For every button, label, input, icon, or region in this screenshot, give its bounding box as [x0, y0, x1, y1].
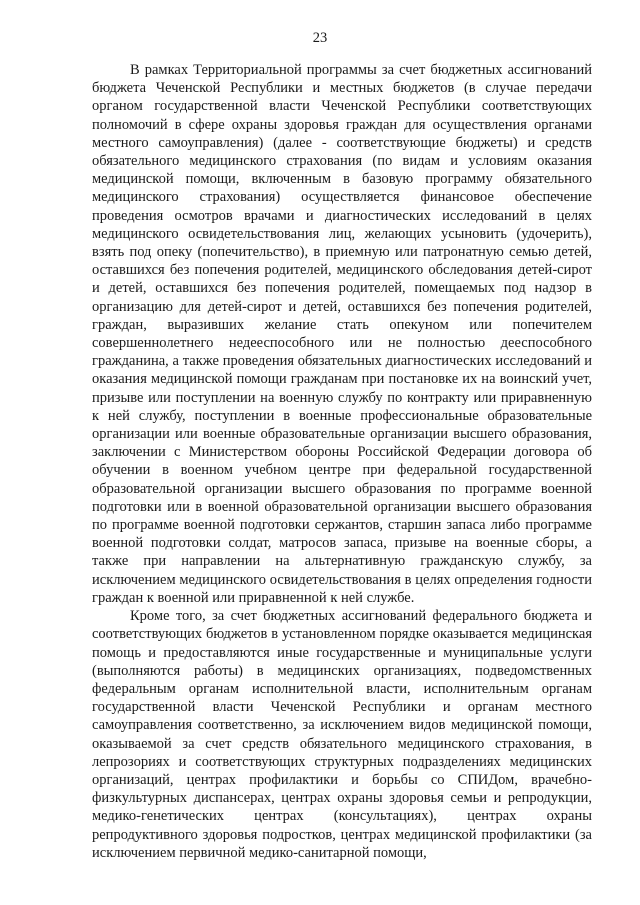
- paragraph-federal-budget: Кроме того, за счет бюджетных ассигнований федерального бюджета и соответствующих бюджетов в установленном порядке оказывается медицинская помощь и предоставляются иные государственные и муниципальные услуги (выполняются работы) в медицинских организациях, подведомственных федеральным органам исполнительной власти, исполнительным органам государственной власти Чеченской Республики и органам местного самоуправления соответственно, за исключением видов медицинской помощи, оказываемой за счет средств обязательного медицинского страхования, в лепрозориях и соответствующих структурных подразделениях медицинских организаций, центрах профилактики и борьбы со СПИДом, врачебно-физкультурных диспансерах, центрах охраны здоровья семьи и репродукции, медико-генетических центрах (консультациях), центрах охраны репродуктивного здоровья подростков, центрах медицинской профилактики (за исключением первичной медико-санитарной помощи,: [92, 608, 592, 861]
- paragraph-territorial-program: В рамках Территориальной программы за счет бюджетных ассигнований бюджета Чеченской Республики и местных бюджетов (в случае передачи органом государственной власти Чеченской Республики соответствующих полномочий в сфере охраны здоровья граждан для осуществления органами местного самоуправления) (далее - соответствующие бюджеты) и средств обязательного медицинского страхования (по видам и условиям оказания медицинской помощи, включенным в базовую программу обязательного медицинского страхования) осуществляется финансовое обеспечение проведения осмотров врачами и диагностических исследований в целях медицинского освидетельствования лиц, желающих усыновить (удочерить), взять под опеку (попечительство), в приемную или патронатную семью детей, оставшихся без попечения родителей, медицинского обследования детей-сирот и детей, оставшихся без попечения родителей, помещаемых под надзор в организацию для детей-сирот и детей, оставшихся без попечения родителей, граждан, выразивших желание стать опекуном или попечителем совершеннолетнего недееспособного или не полностью дееспособного гражданина, а также проведения обязательных диагностических исследований и оказания медицинской помощи гражданам при постановке их на воинский учет, призыве или поступлении на военную службу по контракту или приравненную к ней службу, поступлении в военные профессиональные образовательные организации или военные образовательные организации высшего образования, заключении с Министерством обороны Российской Федерации договора об обучении в военном учебном центре при федеральной государственной образовательной организации высшего образования по программе военной подготовки или в военной образовательной организации высшего образования по программе военной подготовки сержантов, старшин запаса либо программе военной подготовки солдат, матросов запаса, призыве на военные сборы, а также при направлении на альтернативную гражданскую службу, за исключением медицинского освидетельствования в целях определения годности граждан к военной или приравненной к ней службе.: [92, 62, 592, 606]
- page-number: 23: [312, 30, 328, 46]
- document-body: [92, 61, 592, 862]
